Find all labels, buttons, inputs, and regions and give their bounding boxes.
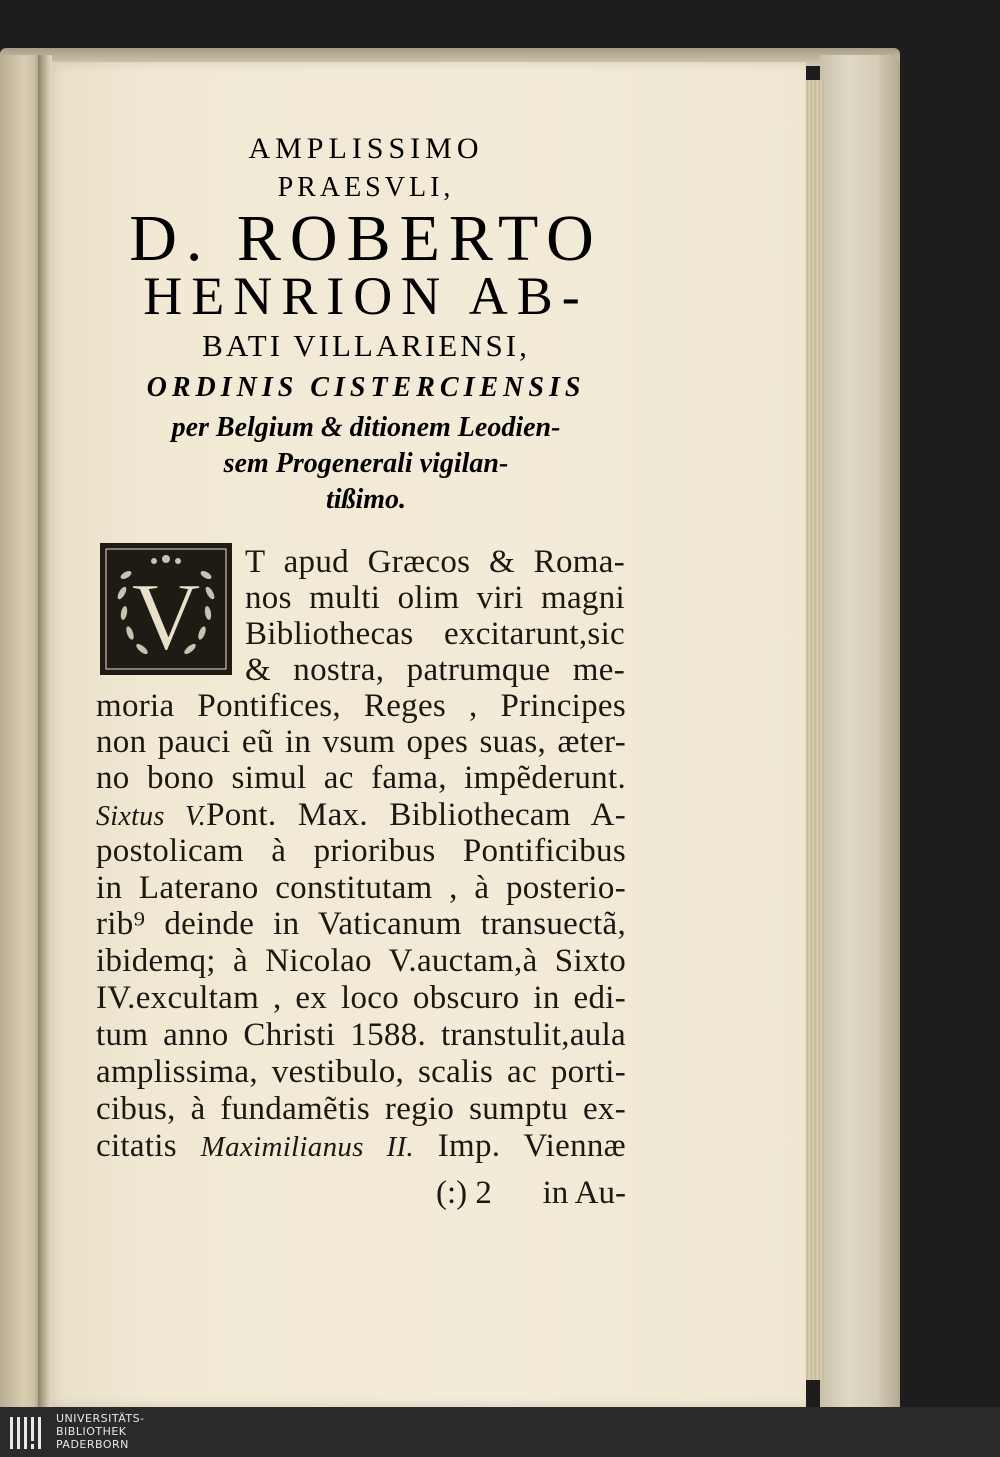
body-line-sixtus: [96, 797, 626, 834]
library-name: [56, 1412, 145, 1451]
heading-line-1: AMPLISSIMO: [248, 132, 484, 165]
body-line-last: [96, 1128, 626, 1165]
signature-mark: (:) 2: [436, 1175, 492, 1211]
heading-line-5: BATI VILLARIENSI,: [202, 328, 530, 363]
library-name-line-3: PADERBORN: [56, 1438, 129, 1451]
heading-line-7: per Belgium & ditionem Leodien-: [171, 412, 561, 443]
body-line: non pauci eũ in vsum opes suas, æter-: [96, 724, 626, 760]
body-line: nos multi olim viri magni: [245, 580, 625, 616]
body-line: tum anno Christi 1588. transtulit,aula: [96, 1017, 626, 1053]
heading-line-9: tißimo.: [325, 484, 407, 515]
heading-line-2: PRAESVLI,: [277, 172, 455, 203]
library-name-line-1: UNIVERSITÄTS-: [56, 1412, 145, 1425]
body-line-before: citatis: [96, 1128, 201, 1164]
library-footer: [0, 1407, 1000, 1457]
library-logo-icon: [8, 1413, 48, 1453]
decorated-initial: [100, 543, 232, 675]
body-line-after: Imp. Viennæ: [413, 1128, 626, 1164]
body-line: & nostra, patrumque me-: [245, 652, 625, 688]
body-line: no bono simul ac fama, impẽderunt.: [96, 760, 626, 796]
body-line: IV.excultam , ex loco obscuro in edi-: [96, 980, 626, 1016]
body-line: amplissima, vestibulo, scalis ac porti-: [96, 1054, 626, 1090]
body-line-rest: Pont. Max. Bibliothecam A-: [206, 797, 626, 833]
body-line: in Laterano constitutam , à posterio-: [96, 870, 626, 906]
heading-line-8: sem Progenerali vigilan-: [223, 448, 509, 479]
body-line: rib⁹ deinde in Vaticanum transuectã,: [96, 906, 626, 942]
heading-line-3: D. ROBERTO: [129, 202, 603, 275]
heading-line-4: HENRION AB-: [143, 266, 589, 326]
body-italic-name: Sixtus V.: [96, 801, 207, 832]
gutter: [38, 55, 52, 1410]
body-line: cibus, à fundamẽtis regio sumptu ex-: [96, 1091, 626, 1127]
heading-line-6: ORDINIS CISTERCIENSIS: [146, 372, 586, 403]
library-name-line-2: BIBLIOTHEK: [56, 1425, 127, 1438]
body-line: ibidemq; à Nicolao V.auctam,à Sixto: [96, 943, 626, 979]
left-page-sliver: [0, 55, 42, 1410]
initial-letter: V: [131, 563, 201, 670]
vellum-binding: [820, 55, 900, 1420]
catchword: in Au-: [542, 1175, 626, 1211]
body-line: Bibliothecas excitarunt,sic: [245, 616, 625, 652]
body-line: postolicam à prioribus Pontificibus: [96, 833, 626, 869]
body-line: T apud Græcos & Roma-: [245, 544, 625, 580]
body-italic-name: Maximilianus II.: [200, 1131, 414, 1163]
body-line: moria Pontifices, Reges , Principes: [96, 688, 626, 724]
